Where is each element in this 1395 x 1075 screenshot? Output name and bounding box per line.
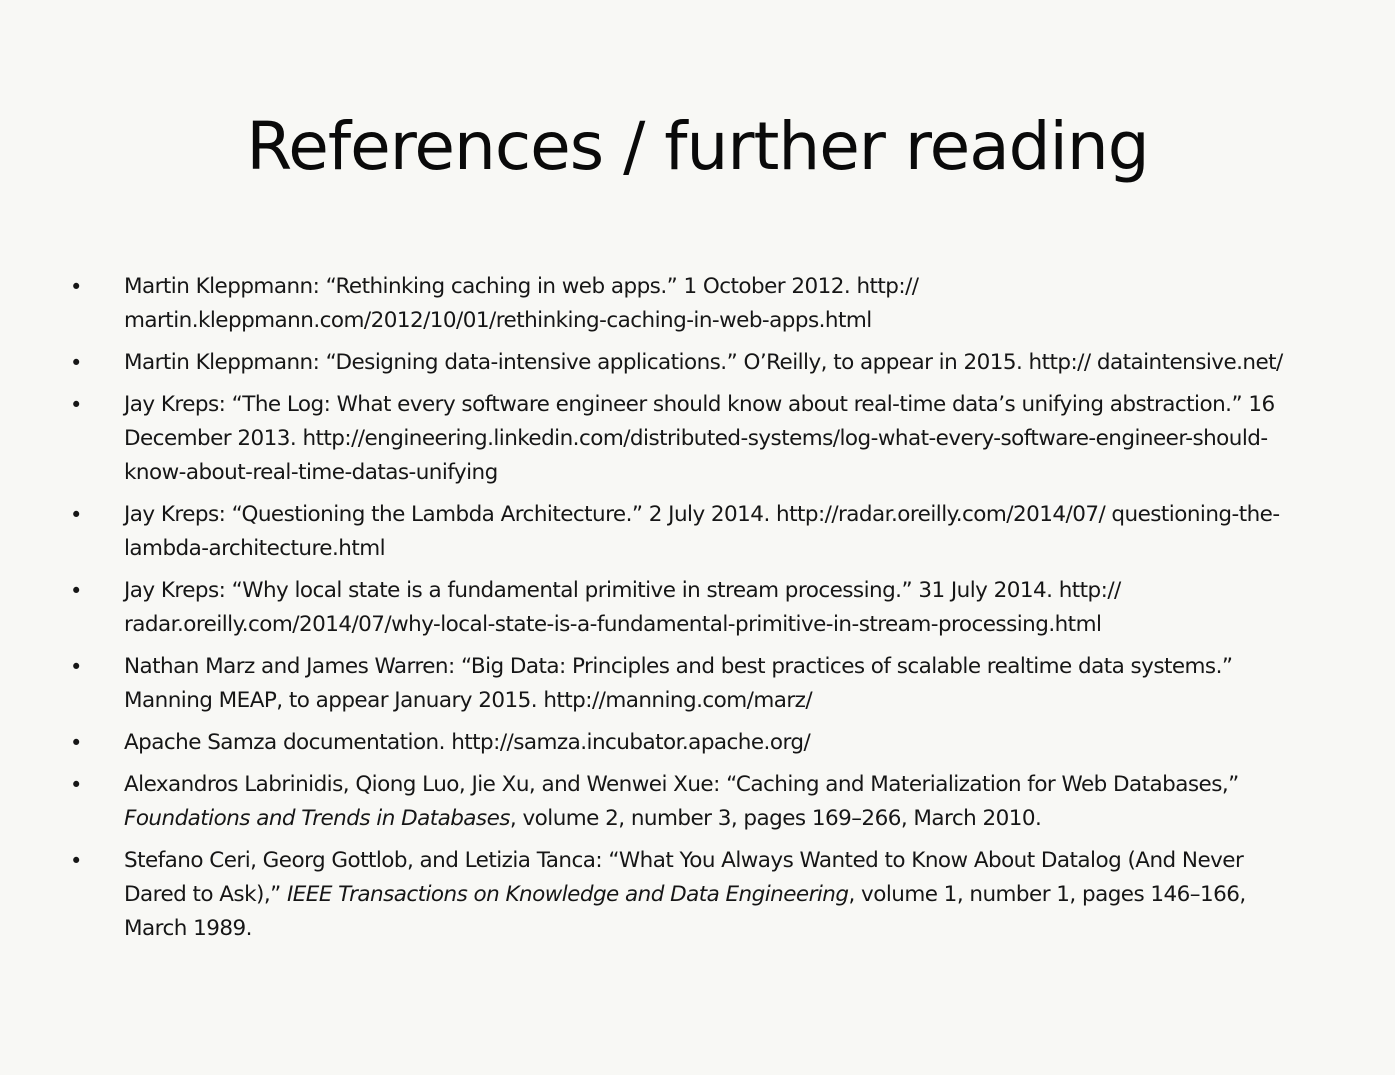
reference-list bbox=[70, 270, 1300, 954]
reference-item bbox=[70, 270, 1300, 338]
reference-text-post: , volume 1, number 1, pages 146–166, March 1989. bbox=[124, 882, 1246, 941]
bullet-icon: • bbox=[70, 731, 82, 755]
reference-journal: IEEE Transactions on Knowledge and Data Engineering bbox=[286, 882, 849, 907]
bullet-icon: • bbox=[70, 503, 82, 527]
reference-text-post: , volume 2, number 3, pages 169–266, March 2010. bbox=[509, 806, 1042, 831]
reference-text: Martin Kleppmann: “Designing data-intensive applications.” O’Reilly, to appear in 2015. http:// dataintensive.net/ bbox=[124, 350, 1283, 375]
bullet-icon: • bbox=[70, 275, 82, 299]
bullet-icon: • bbox=[70, 655, 82, 679]
reference-text: Martin Kleppmann: “Rethinking caching in web apps.” 1 October 2012. http:// martin.kleppmann.com/2012/10/01/rethinking-caching-in-web-apps.html bbox=[124, 274, 919, 333]
reference-journal: Foundations and Trends in Databases bbox=[124, 806, 510, 831]
bullet-icon: • bbox=[70, 579, 82, 603]
reference-text: Jay Kreps: “The Log: What every software engineer should know about real-time data’s unifying abstraction.” 16 December 2013. http://engineering.linkedin.com/distributed-systems/log-what-every-software-engineer-should-know-about-real-time-datas-unifying bbox=[124, 392, 1275, 485]
reference-item bbox=[70, 498, 1300, 566]
reference-text bbox=[124, 772, 1239, 831]
reference-text: Nathan Marz and James Warren: “Big Data: Principles and best practices of scalable realtime data systems.” Manning MEAP, to appear January 2015. http://manning.com/marz/ bbox=[124, 654, 1233, 713]
reference-item bbox=[70, 768, 1300, 836]
reference-item bbox=[70, 346, 1300, 380]
reference-text: Apache Samza documentation. http://samza.incubator.apache.org/ bbox=[124, 730, 811, 755]
reference-item bbox=[70, 844, 1300, 946]
bullet-icon: • bbox=[70, 393, 82, 417]
reference-text: Jay Kreps: “Why local state is a fundamental primitive in stream processing.” 31 July 2014. http:// radar.oreilly.com/2014/07/why-local-state-is-a-fundamental-primitive-in-stream-processing.html bbox=[124, 578, 1121, 637]
bullet-icon: • bbox=[70, 351, 82, 375]
reference-item bbox=[70, 650, 1300, 718]
reference-text bbox=[124, 848, 1246, 941]
reference-item bbox=[70, 726, 1300, 760]
reference-text-pre: Alexandros Labrinidis, Qiong Luo, Jie Xu, and Wenwei Xue: “Caching and Materialization for Web Databases,” bbox=[124, 772, 1239, 797]
bullet-icon: • bbox=[70, 773, 82, 797]
reference-text: Jay Kreps: “Questioning the Lambda Architecture.” 2 July 2014. http://radar.oreilly.com/2014/07/ questioning-the-lambda-architecture.html bbox=[124, 502, 1280, 561]
reference-text-pre: Stefano Ceri, Georg Gottlob, and Letizia Tanca: “What You Always Wanted to Know About Datalog (And Never Dared to Ask),” bbox=[124, 848, 1244, 907]
reference-item bbox=[70, 388, 1300, 490]
reference-item bbox=[70, 574, 1300, 642]
bullet-icon: • bbox=[70, 849, 82, 873]
slide-title: References / further reading bbox=[246, 108, 1149, 185]
